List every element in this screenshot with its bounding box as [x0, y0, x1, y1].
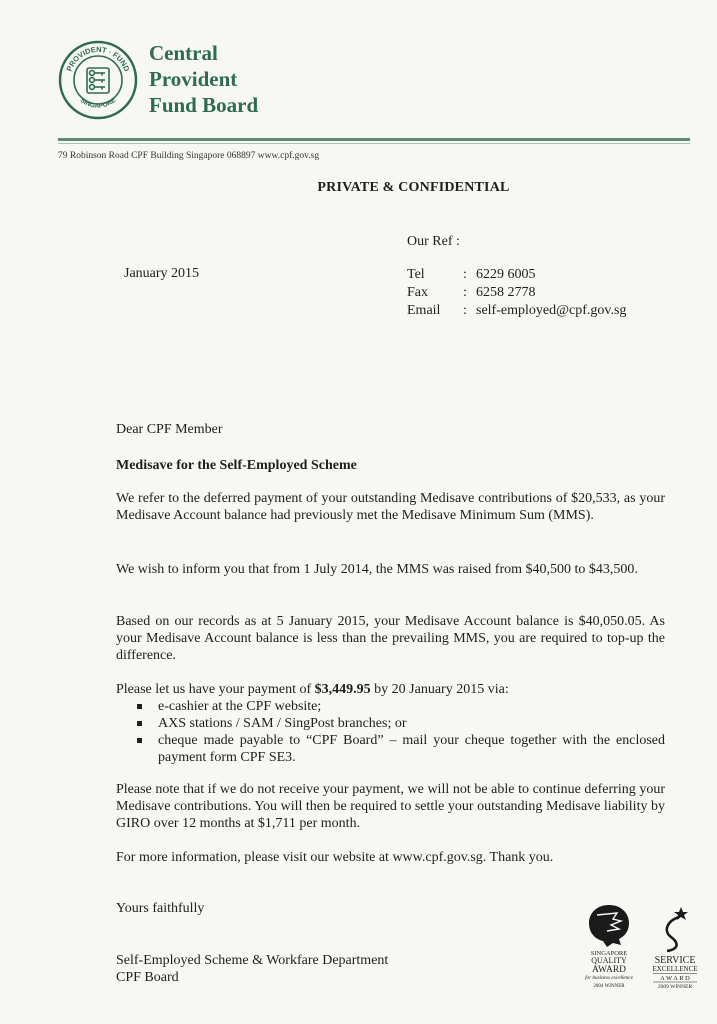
payment-methods-list [116, 698, 665, 766]
org-name-line3: Fund Board [149, 93, 259, 117]
paragraph-payment-request [116, 681, 665, 698]
paragraph-account-balance: Based on our records as at 5 January 2015, your Medisave Account balance is $40,050.05. As your Medisave Account balance is less than the prevailing MMS, you are required to top-up the difference. [116, 614, 665, 663]
service-award-line2: EXCELLENCE [652, 965, 698, 973]
email-label: Email [407, 303, 441, 318]
list-item [116, 732, 665, 766]
confidential-heading: PRIVATE & CONFIDENTIAL [317, 180, 510, 195]
quality-award-winner: 2004 WINNER [593, 984, 625, 989]
tel-value: 6229 6005 [476, 267, 536, 282]
seal-bottom-text: SINGAPORE [78, 96, 118, 110]
email-value: self-employed@cpf.gov.sg [476, 303, 627, 318]
seal-top-text: PROVIDENT · FUND [64, 44, 132, 73]
letter-date: January 2015 [124, 266, 200, 281]
signature-department: Self-Employed Scheme & Workfare Department [116, 953, 389, 968]
paragraph-giro-notice: Please note that if we do not receive your payment, we will not be able to continue deferring your Medisave contributions. You will then be required to settle your outstanding Medisave liability by GIRO over 12 months at $1,711 per month. [116, 782, 665, 831]
bullet-icon [137, 721, 142, 726]
lion-head-icon [589, 905, 629, 947]
org-name [149, 40, 258, 118]
our-ref-label: Our Ref [407, 234, 453, 249]
quality-award-line1: SINGAPORE [590, 950, 628, 957]
signature-block [116, 952, 388, 986]
service-award-line3: A W A R D [660, 975, 690, 982]
payment-method-cheque: cheque made payable to “CPF Board” – mail your cheque together with the enclosed payment form CPF SE3. [158, 733, 665, 765]
fax-value: 6258 2778 [476, 285, 536, 300]
keys-emblem [87, 68, 109, 93]
letterhead-address: 79 Robinson Road CPF Building Singapore 068897 www.cpf.gov.sg [58, 151, 320, 161]
swoosh-icon [667, 917, 679, 951]
paragraph-deferred-payment: We refer to the deferred payment of your outstanding Medisave contributions of $20,533, as your Medisave Account balance had previously met the Medisave Minimum Sum (MMS). [116, 491, 665, 523]
our-ref-colon: : [456, 234, 460, 249]
quality-award-tagline: for business excellence [585, 975, 633, 981]
email-colon: : [463, 303, 467, 318]
service-award-line1: SERVICE [654, 955, 696, 966]
bullet-icon [137, 738, 142, 743]
payment-amount: $3,449.95 [314, 682, 371, 697]
list-item [116, 715, 665, 732]
svg-text:SINGAPORE [79, 97, 118, 110]
service-excellence-award-logo [645, 903, 705, 989]
salutation: Dear CPF Member [116, 422, 223, 437]
tel-colon: : [463, 267, 467, 282]
payment-request-text: Please let us have your payment of [116, 682, 315, 697]
quality-award-line3: AWARD [591, 965, 627, 975]
service-award-winner: 2009 WINNER [657, 984, 693, 989]
paragraph-mms-raised: We wish to inform you that from 1 July 2014, the MMS was raised from $40,500 to $43,500. [116, 562, 638, 577]
tel-label: Tel [407, 267, 425, 282]
org-name-line2: Provident [149, 67, 238, 91]
letter-subject: Medisave for the Self-Employed Scheme [116, 458, 357, 473]
header-rule [58, 138, 690, 141]
closing: Yours faithfully [116, 901, 205, 916]
org-name-line1: Central [149, 41, 218, 65]
signature-org: CPF Board [116, 970, 179, 985]
payment-method-axs: AXS stations / SAM / SingPost branches; or [158, 716, 407, 731]
cpf-seal-logo [58, 40, 138, 120]
quality-award-line2: QUALITY [591, 956, 627, 965]
header-rule-thin [58, 143, 690, 144]
bullet-icon [137, 704, 142, 709]
fax-colon: : [463, 285, 467, 300]
payment-deadline-text: by 20 January 2015 via: [370, 682, 509, 697]
list-item [116, 698, 665, 715]
fax-label: Fax [407, 285, 428, 300]
singapore-quality-award-logo [577, 903, 641, 989]
paragraph-more-info: For more information, please visit our website at www.cpf.gov.sg. Thank you. [116, 850, 554, 865]
payment-method-ecashier: e-cashier at the CPF website; [158, 699, 322, 714]
